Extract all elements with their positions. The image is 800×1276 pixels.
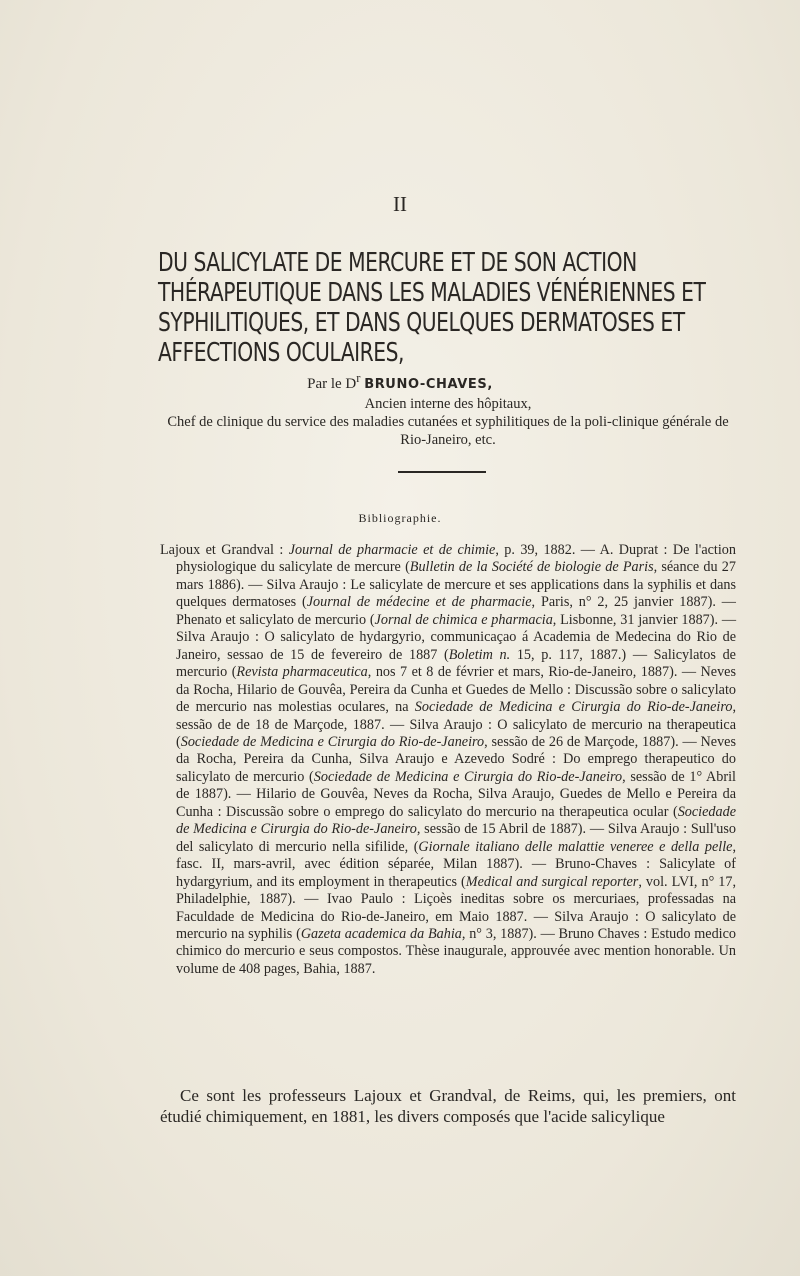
bibliography-run: , sessão de 1° Abril de 1887). — Hilario de Gouvêa, Neves da Rocha, Silva Araujo, Guedes de Mello e Pereira da Cunha : Discussão sobre o emprego do salicylato do mercurio na therapeutica ocular ( <box>176 768 736 820</box>
bibliography-run: 15, p. 117, 1887.) — Salicylatos de mercurio ( <box>176 646 736 681</box>
bibliography-title-italic: Gazeta academica da Bahia <box>300 925 462 942</box>
bibliography-title-italic: Journal de pharmacie et de chimie <box>288 542 496 558</box>
affiliation-line: Chef de clinique du service des maladies cutanées et syphilitiques de la poli-clinique générale de Rio-Janeiro, etc. <box>167 414 729 448</box>
bibliography-title-italic: Sociedade de Medicina e Cirurgia do Rio-de-Janeiro <box>414 699 733 716</box>
bibliography-run: , Paris, n° 2, 25 janvier 1887). — Phenato et salicylato de mercurio ( <box>176 594 736 628</box>
author-prefix-sup: r <box>356 371 361 385</box>
section-number: II <box>393 192 407 216</box>
bibliography-run: , vol. LVI, n° 17, Philadelphie, 1887). — Ivao Paulo : Liçoès ineditas sobre os mercuriaes, professadas na Faculdade de Medicina do Rio-de-Janeiro, em Maio 1887. — Silva Araujo : O salicylato de mercurio na syphilis ( <box>176 873 736 942</box>
bibliography-title-italic: Giornale italiano delle malattie veneree e della pelle <box>418 838 733 855</box>
bibliography-title-italic: Revista pharmaceutica <box>236 664 368 681</box>
bibliography-title-italic: Sociedade de Medicina e Cirurgia do Rio-de-Janeiro <box>313 768 623 785</box>
bibliography-run: , Lisbonne, 31 janvier 1887). — Silva Araujo : O salicylato de hydargyrio, communicaçao á Academia de Medecina do Rio de Janeiro, sessao de 15 de fevereiro de 1887 ( <box>176 611 737 663</box>
bibliography-run: , séance du 27 mars 1886). — Silva Araujo : Le salicylate de mercure et ses applications dans la syphilis et dans quelques dermatoses ( <box>176 559 736 611</box>
bibliography-title-italic: Sociedade de Medicina e Cirurgia do Rio-de-Janeiro <box>176 803 736 838</box>
bibliography-run: , n° 3, 1887). — Bruno Chaves : Estudo medico chimico do mercurio e seus compostos. Thèse inaugurale, approuvée avec mention honorable. Un volume de 408 pages, Bahia, 1887. <box>176 925 736 977</box>
author-name: BRUNO-CHAVES, <box>364 377 493 392</box>
author-prefix: Par le D <box>307 376 357 392</box>
title-line: THÉRAPEUTIQUE DANS LES MALADIES VÉNÉRIENNES ET <box>158 278 706 308</box>
bibliography-run: , sessão de 15 Abril de 1887). — Silva Araujo : Sull'uso del salicylato di mercurio nella sifilide, ( <box>176 821 737 855</box>
bibliography-run: , fasc. II, mars-avril, avec édition séparée, Milan 1887). — Bruno-Chaves : Salicylate of hydargyrium, and its employment in therapeutics ( <box>176 838 736 890</box>
bibliography-title-italic: Sociedade de Medicina e Cirurgia do Rio-de-Janeiro <box>180 733 485 750</box>
separator-rule <box>398 471 486 473</box>
title-line: AFFECTIONS OCULAIRES, <box>158 338 404 368</box>
article-title <box>158 248 738 368</box>
affiliation-line: Ancien interne des hôpitaux, <box>364 396 532 412</box>
bibliography-heading: Bibliographie. <box>358 511 442 525</box>
author-affiliation <box>158 395 738 449</box>
bibliography-title-italic: Jornal de chimica e pharmacia <box>374 611 553 628</box>
bibliography-title-italic: Boletim n. <box>448 646 511 663</box>
bibliography-title-italic: Bulletin de la Société de biologie de Paris <box>409 559 654 576</box>
bibliography-run: , sessão de 26 de Marçode, 1887). — Neves da Rocha, Pereira da Cunha, Silva Araujo e Azevedo Sodré : Do emprego therapeutico do salicylato de mercurio ( <box>176 733 736 785</box>
author-line <box>0 371 800 393</box>
bibliography-run: , p. 39, 1882. — A. Duprat : De l'action physiologique du salicylate de mercure ( <box>176 542 736 576</box>
title-line: DU SALICYLATE DE MERCURE ET DE SON ACTION <box>158 248 637 278</box>
body-paragraph: Ce sont les professeurs Lajoux et Grandval, de Reims, qui, les premiers, ont étudié chimiquement, en 1881, les divers composés que l'acide salicylique <box>160 1086 736 1126</box>
bibliography-text <box>160 542 736 978</box>
bibliography-run: , nos 7 et 8 de février et mars, Rio-de-Janeiro, 1887). — Neves da Rocha, Hilario de Gouvêa, Pereira da Cunha et Guedes de Mello : Discussão sobre o salicylato de mercurio nas molestias oculares, na <box>176 664 736 716</box>
bibliography-title-italic: Medical and surgical reporter <box>465 873 639 890</box>
bibliography-title-italic: Journal de médecine et de pharmacie <box>306 594 532 611</box>
bibliography-run: Lajoux et Grandval : <box>160 542 289 558</box>
bibliography-run: , sessão de de 18 de Marçode, 1887. — Silva Araujo : O salicylato de mercurio na therapeutica ( <box>176 699 736 750</box>
title-line: SYPHILITIQUES, ET DANS QUELQUES DERMATOSES ET <box>158 308 685 338</box>
